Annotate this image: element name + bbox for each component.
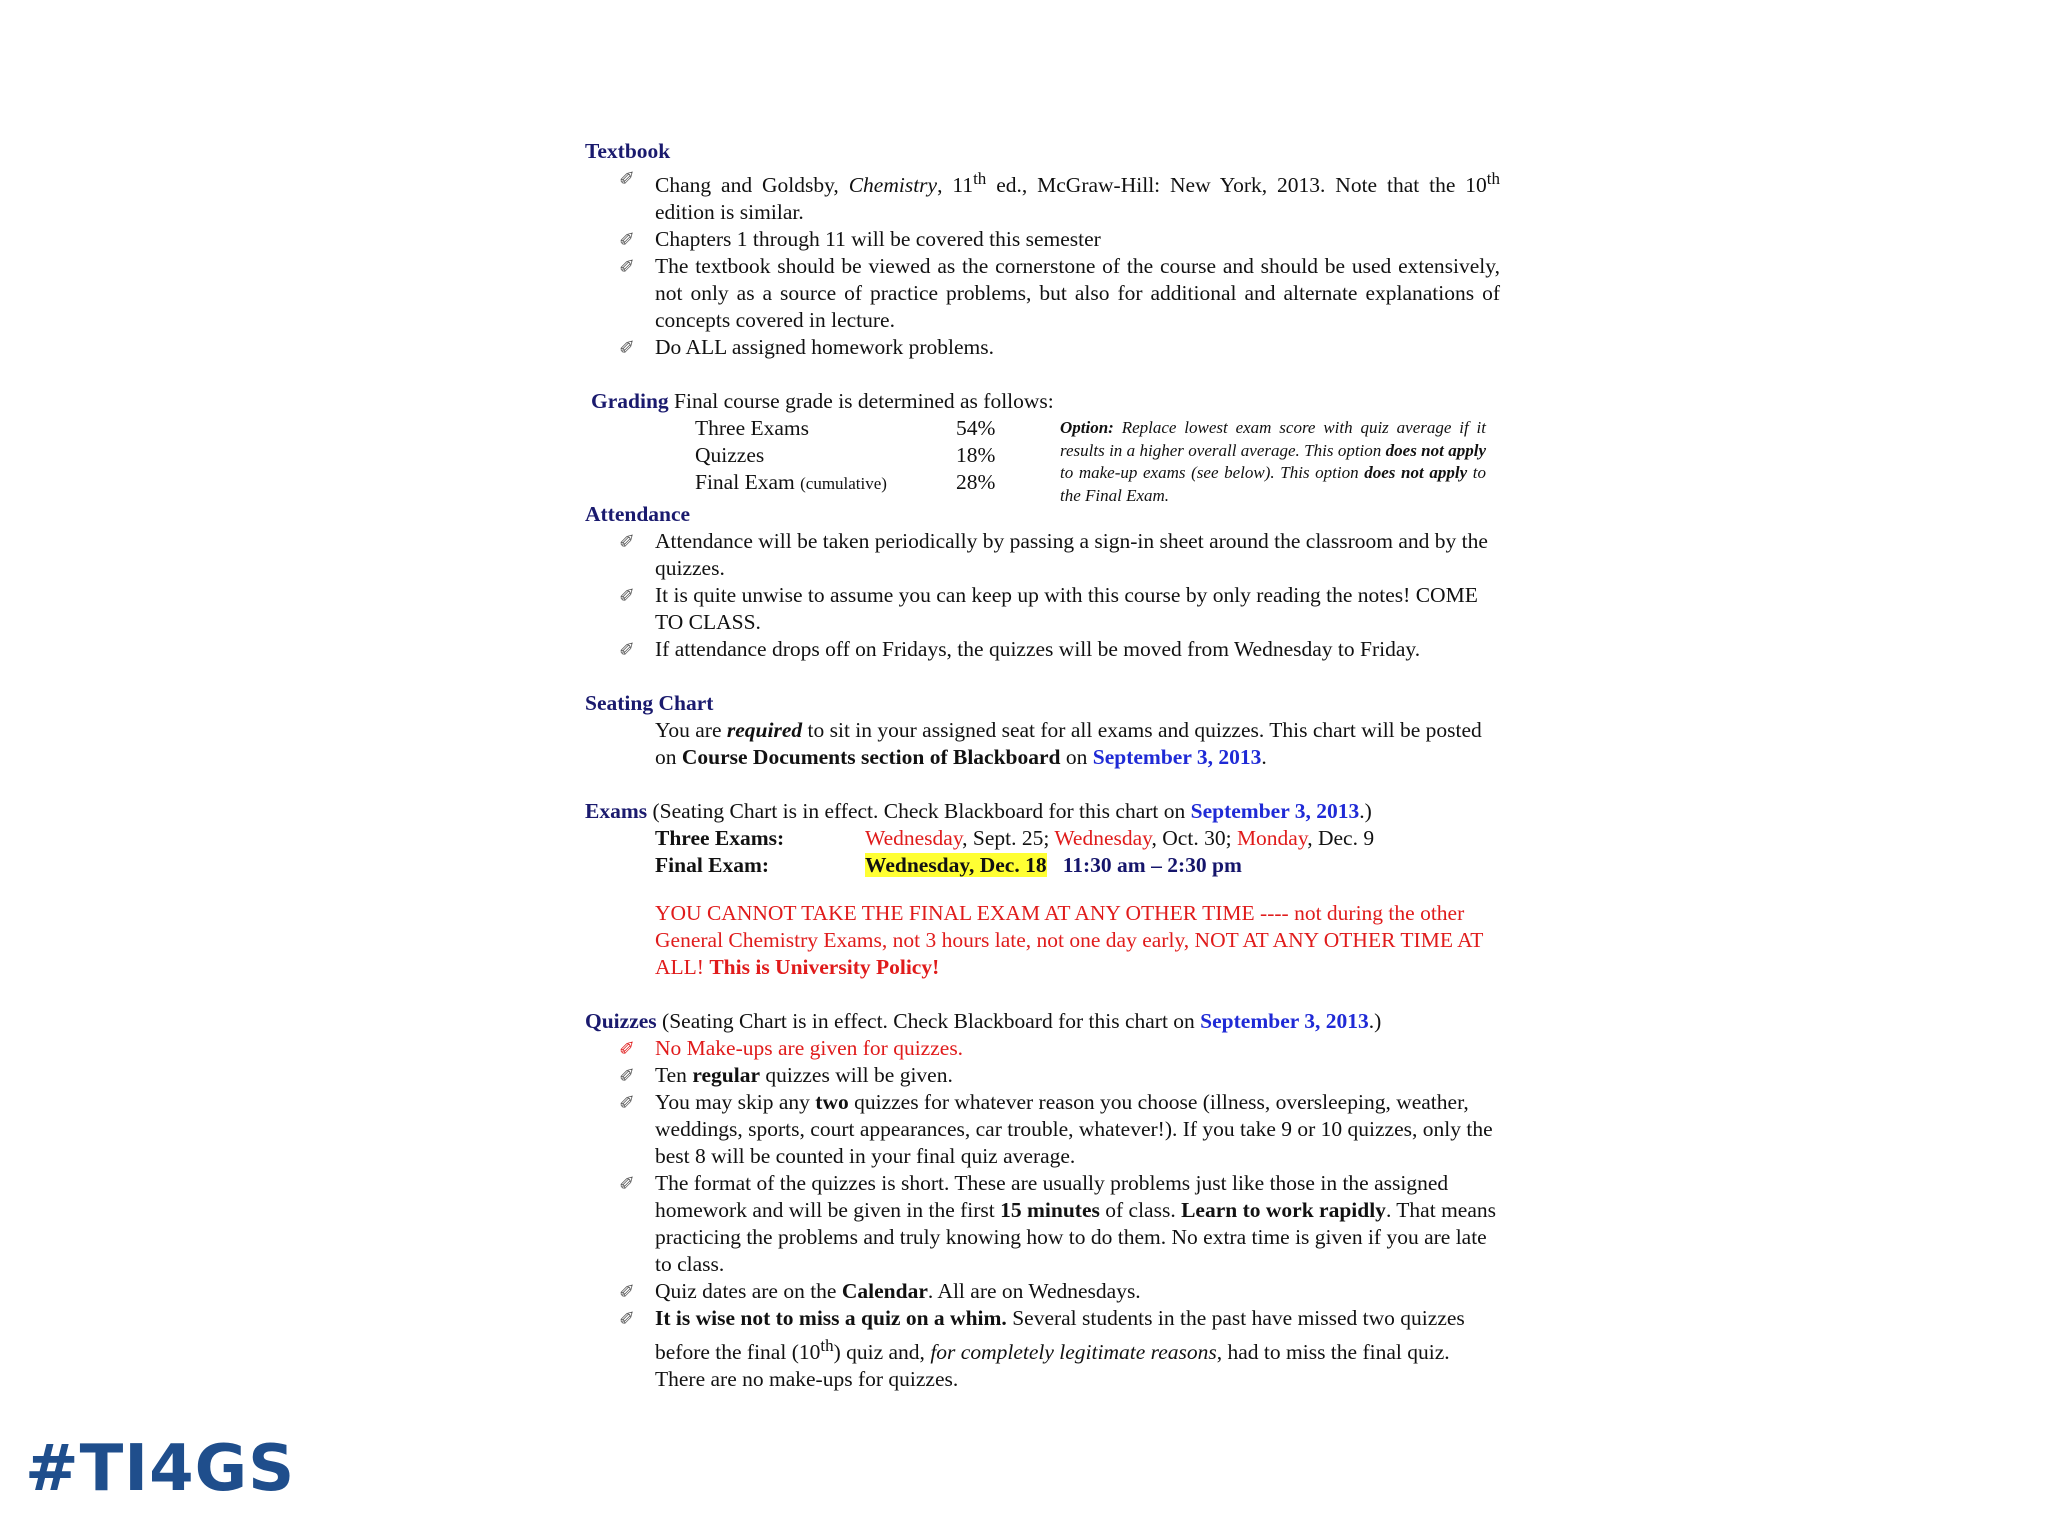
list-item: ✐ No Make-ups are given for quizzes. — [655, 1035, 1500, 1062]
quizzes-line: Quizzes (Seating Chart is in effect. Check Blackboard for this chart on September 3, 2013.) — [585, 1009, 1382, 1034]
attendance-heading: Attendance — [585, 502, 691, 527]
pencil-icon: ✐ — [619, 532, 635, 554]
quizzes-heading: Quizzes — [585, 1009, 657, 1034]
seating-heading: Seating Chart — [585, 691, 714, 716]
pencil-icon: ✐ — [619, 1093, 635, 1115]
pencil-icon: ✐ — [619, 1174, 635, 1196]
pencil-icon: ✐ — [619, 338, 635, 360]
table-row: Quizzes 18% — [695, 443, 996, 468]
list-item: ✐ If attendance drops off on Fridays, the quizzes will be moved from Wednesday to Friday. — [655, 636, 1500, 663]
exams-line: Exams (Seating Chart is in effect. Check Blackboard for this chart on September 3, 2013.) — [585, 799, 1372, 824]
pencil-icon: ✐ — [619, 640, 635, 662]
pencil-icon: ✐ — [619, 1066, 635, 1088]
grading-line: Grading Final course grade is determined as follows: — [591, 389, 1054, 414]
grading-heading: Grading — [591, 389, 669, 414]
list-item: ✐ Quiz dates are on the Calendar. All are on Wednesdays. — [655, 1278, 1500, 1305]
final-exam-warning: YOU CANNOT TAKE THE FINAL EXAM AT ANY OTHER TIME ---- not during the other General Chemistry Exams, not 3 hours late, not one day early, NOT AT ANY OTHER TIME AT ALL! This is University Policy! — [655, 901, 1484, 980]
final-exam-time: 11:30 am – 2:30 pm — [1062, 853, 1242, 878]
seating-text: You are required to sit in your assigned seat for all exams and quizzes. This chart will be posted on Course Documents section of Blackboard on September 3, 2013. — [655, 718, 1482, 770]
textbook-list — [585, 165, 1500, 361]
pencil-icon: ✐ — [619, 257, 635, 279]
list-item: ✐ It is wise not to miss a quiz on a whim. Several students in the past have missed two quizzes before the final (10th) quiz and, for completely legitimate reasons, had to miss the final quiz. There are no make-ups for quizzes. — [619, 1306, 1465, 1392]
pencil-icon: ✐ — [619, 1309, 635, 1331]
list-item: ✐ It is quite unwise to assume you can keep up with this course by only reading the notes! COME TO CLASS. — [619, 583, 1478, 635]
table-row: Final Exam (cumulative) 28% — [695, 470, 996, 495]
pencil-icon: ✐ — [619, 1039, 635, 1061]
grading-option-note: Option: Replace lowest exam score with quiz average if it results in a higher overall average. This option does not apply to make-up exams (see below). This option does not apply to the Final Exam. — [1060, 418, 1486, 505]
final-exam-row: Final Exam: Wednesday, Dec. 18 11:30 am – 2:30 pm — [655, 853, 1242, 878]
textbook-heading: Textbook — [585, 139, 671, 163]
pencil-icon: ✐ — [619, 230, 635, 252]
syllabus-page — [585, 138, 1500, 1393]
quizzes-list — [585, 1035, 1500, 1393]
exams-heading: Exams — [585, 799, 648, 824]
list-item: ✐ The format of the quizzes is short. These are usually problems just like those in the assigned homework and will be given in the first 15 minutes of class. Learn to work rapidly. That means practicing the problems and truly knowing how to do them. No extra time is given if you are late to class. — [619, 1171, 1496, 1277]
hashtag-label: #TI4GS — [25, 1432, 296, 1506]
three-exams-row: Three Exams: Wednesday, Sept. 25; Wednesday, Oct. 30; Monday, Dec. 9 — [655, 826, 1375, 851]
list-item: ✐ Chapters 1 through 11 will be covered this semester — [655, 226, 1500, 253]
list-item: ✐ Attendance will be taken periodically by passing a sign-in sheet around the classroom and by the quizzes. — [619, 529, 1488, 581]
pencil-icon: ✐ — [619, 1282, 635, 1304]
table-row: Three Exams 54% — [695, 416, 996, 441]
list-item: ✐ You may skip any two quizzes for whatever reason you choose (illness, oversleeping, weather, weddings, sports, court appearances, car trouble, whatever!). If you take 9 or 10 quizzes, only the best 8 will be counted in your final quiz average. — [619, 1090, 1493, 1169]
list-item: ✐ Do ALL assigned homework problems. — [655, 334, 1500, 361]
list-item: ✐ The textbook should be viewed as the cornerstone of the course and should be used extensively, not only as a source of practice problems, but also for additional and alternate explanations of concepts covered in lecture. — [619, 254, 1500, 333]
pencil-icon: ✐ — [619, 169, 635, 190]
list-item: ✐ Ten regular quizzes will be given. — [655, 1062, 1500, 1089]
pencil-icon: ✐ — [619, 586, 635, 608]
grade-table — [695, 415, 995, 497]
final-exam-date: Wednesday, Dec. 18 — [865, 853, 1047, 878]
attendance-list — [585, 528, 1500, 663]
grading-block — [585, 415, 1500, 505]
list-item: ✐ Chang and Goldsby, Chemistry, 11th ed., McGraw-Hill: New York, 2013. Note that the 10th edition is similar. — [655, 165, 1500, 226]
